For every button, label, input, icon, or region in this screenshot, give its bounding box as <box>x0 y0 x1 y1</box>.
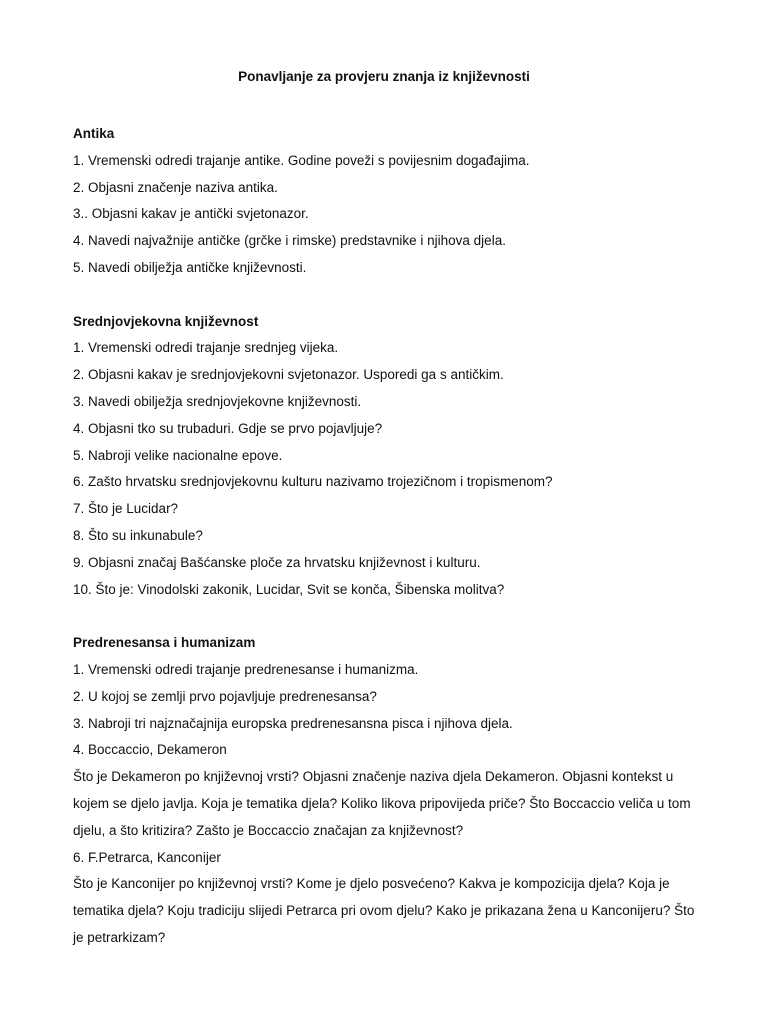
question-paragraph: Što je Dekameron po književnoj vrsti? Objasni značenje naziva djela Dekameron. Objasni kontekst u kojem se djelo javlja. Koja je tematika djela? Koliko likova pripovijeda priče? Što Boccaccio veliča u tom djelu, a što kritizira? Zašto je Boccaccio značajan za književnost? <box>73 769 691 838</box>
question-line: 5. Nabroji velike nacionalne epove. <box>73 447 283 463</box>
question-line: 2. Objasni značenje naziva antika. <box>73 179 278 195</box>
question-line: 1. Vremenski odredi trajanje antike. Godine poveži s povijesnim događajima. <box>73 152 530 168</box>
question-line: 3. Nabroji tri najznačajnija europska predrenesansna pisca i njihova djela. <box>73 715 513 731</box>
question-line: 4. Boccaccio, Dekameron <box>73 742 227 758</box>
question-paragraph: Što je Kanconijer po književnoj vrsti? Kome je djelo posvećeno? Kakva je kompozicija djela? Koja je tematika djela? Koju tradiciju slijedi Petrarca pri ovom djelu? Kako je prikazana žena u Kanconijeru? Što je petrarkizam? <box>73 876 695 945</box>
section-heading: Srednjovjekovna književnost <box>73 313 259 329</box>
question-line: 6. F.Petrarca, Kanconijer <box>73 849 221 865</box>
question-line: 5. Navedi obilježja antičke književnosti. <box>73 259 307 275</box>
question-line: 1. Vremenski odredi trajanje predrenesanse i humanizma. <box>73 661 419 677</box>
section-heading: Antika <box>73 126 115 141</box>
question-line: 2. Objasni kakav je srednjovjekovni svjetonazor. Usporedi ga s antičkim. <box>73 367 504 383</box>
section-srednjovjekovna <box>73 309 703 604</box>
question-line: 7. Što je Lucidar? <box>73 501 179 517</box>
question-line: 9. Objasni značaj Bašćanske ploče za hrvatsku književnost i kulturu. <box>73 554 481 570</box>
section-predrenesansa <box>73 630 703 952</box>
question-line: 6. Zašto hrvatsku srednjovjekovnu kulturu nazivamo trojezičnom i tropismenom? <box>73 474 553 490</box>
document-body <box>73 121 703 979</box>
question-line: 10. Što je: Vinodolski zakonik, Lucidar, Svit se konča, Šibenska molitva? <box>73 581 505 597</box>
question-line: 2. U kojoj se zemlji prvo pojavljuje predrenesansa? <box>73 688 377 704</box>
section-antika <box>73 121 703 282</box>
document-title: Ponavljanje za provjeru znanja iz književnosti <box>238 69 530 84</box>
question-line: 3.. Objasni kakav je antički svjetonazor. <box>73 206 309 222</box>
question-line: 4. Navedi najvažnije antičke (grčke i rimske) predstavnike i njihova djela. <box>73 233 506 249</box>
section-heading: Predrenesansa i humanizam <box>73 635 256 651</box>
question-line: 1. Vremenski odredi trajanje srednjeg vijeka. <box>73 340 339 356</box>
question-line: 3. Navedi obilježja srednjovjekovne književnosti. <box>73 393 362 409</box>
question-line: 4. Objasni tko su trubaduri. Gdje se prvo pojavljuje? <box>73 420 383 436</box>
question-line: 8. Što su inkunabule? <box>73 527 203 543</box>
